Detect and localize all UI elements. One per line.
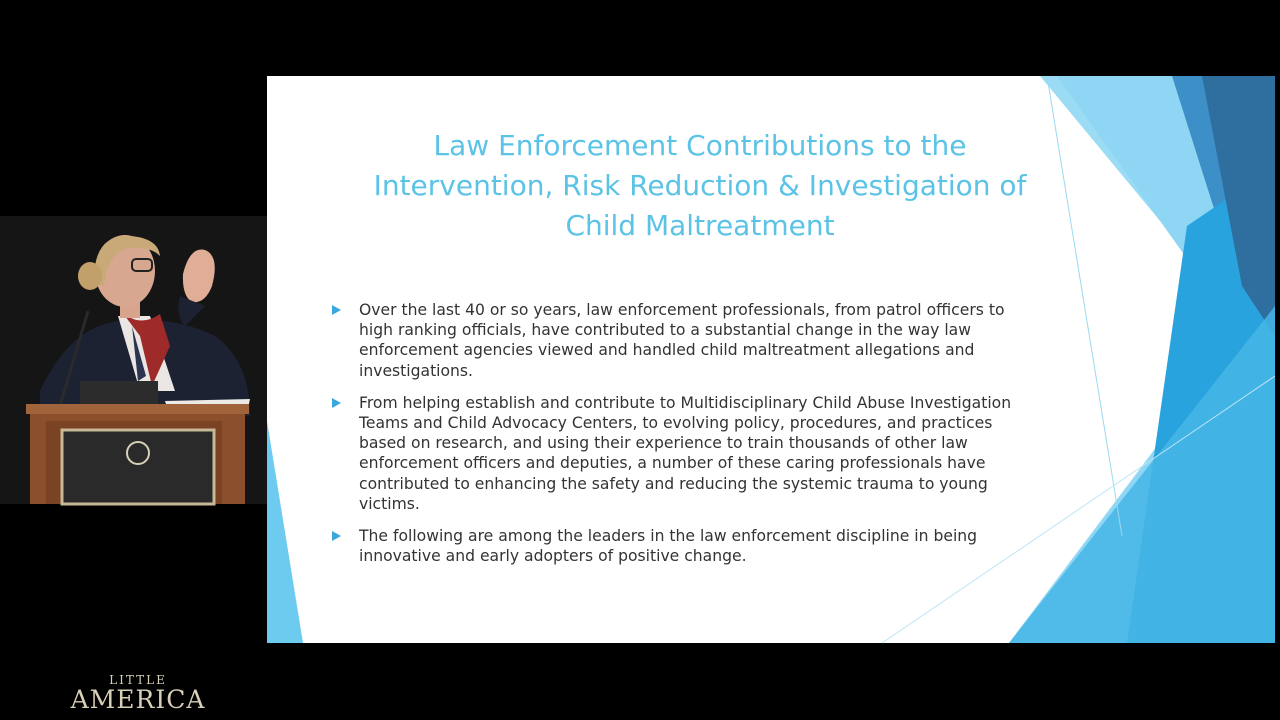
slide-title: [327, 126, 1073, 246]
podium-sign-big: AMERICA: [70, 685, 206, 714]
presentation-slide: [267, 76, 1275, 643]
podium-sign: [64, 650, 212, 720]
slide-title-line: Child Maltreatment: [565, 209, 835, 242]
bullet-text: The following are among the leaders in the law enforcement discipline in being innovative and early adopters of positive change.: [359, 527, 978, 566]
bullet-text: Over the last 40 or so years, law enforcement professionals, from patrol officers to high ranking officials, have contributed to a substantial change in the way law enforcement agencies viewed and handled child maltreatment allegations and investigations.: [359, 301, 1005, 380]
bullet-text: From helping establish and contribute to Multidisciplinary Child Abuse Investigation Teams and Child Advocacy Centers, to evolving policy, procedures, and practices based on research, and using their experience to train thousands of other law enforcement officers and deputies, a number of these caring professionals have contributed to enhancing the safety and reducing the systemic trauma to young victims.: [359, 393, 1012, 513]
bullet-list: [332, 300, 1032, 578]
triangle-right-icon: [332, 305, 341, 315]
list-item: [332, 526, 1032, 566]
podium-sign-small: LITTLE: [109, 673, 167, 687]
speaker-scene-illustration: [0, 216, 267, 504]
slide-title-line: Law Enforcement Contributions to the: [433, 129, 967, 162]
triangle-right-icon: [332, 531, 341, 541]
slide-title-line: Intervention, Risk Reduction & Investigation of: [373, 169, 1027, 202]
list-item: [332, 300, 1032, 381]
triangle-right-icon: [332, 398, 341, 408]
speaker-video: [0, 216, 267, 714]
list-item: [332, 393, 1032, 514]
